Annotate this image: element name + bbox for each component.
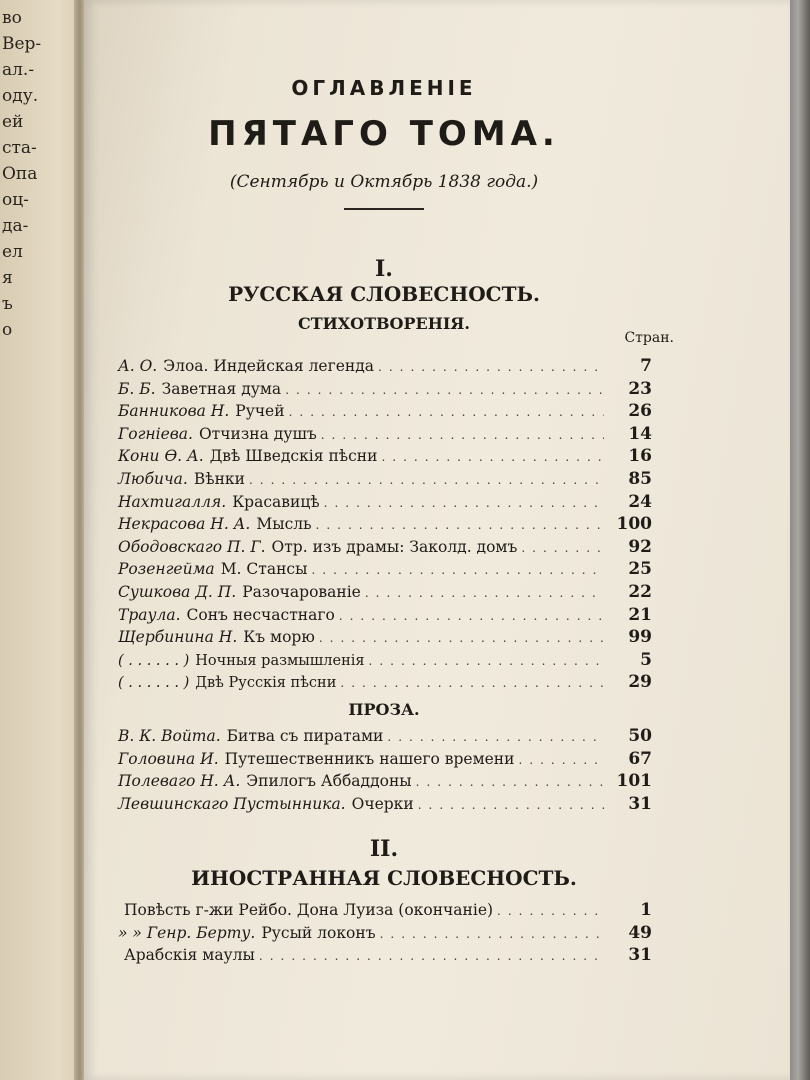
leader-dots [285, 383, 604, 397]
left-page-text: ъ [2, 294, 13, 314]
left-page-text: о [2, 320, 13, 340]
toc-entry [118, 379, 652, 402]
part1-title: РУССКАЯ СЛОВЕСНОСТЬ. [228, 282, 540, 306]
toc-author: Кони Ѳ. А. [118, 447, 204, 466]
foreign-list [118, 900, 652, 968]
toc-entry [118, 672, 652, 695]
toc-page: 22 [628, 581, 652, 602]
toc-author: Нахтигалля. [118, 492, 227, 511]
toc-page: 14 [628, 423, 652, 444]
toc-work: Отр. изъ драмы: Заколд. домъ [271, 537, 518, 556]
part2-numeral: II. [369, 836, 399, 862]
leader-dots [381, 450, 604, 464]
leader-dots [369, 654, 604, 668]
toc-work: Ночныя размышленiя [195, 652, 365, 669]
toc-page: 99 [628, 627, 652, 648]
leader-dots [321, 428, 604, 442]
leader-dots [387, 730, 604, 744]
toc-work: М. Стансы [220, 560, 308, 579]
toc-author: Любича. [118, 469, 188, 488]
toc-work: Разочарованiе [242, 582, 361, 601]
leader-dots [249, 473, 604, 487]
leader-dots [316, 518, 604, 532]
toc-work: Красавицѣ [232, 492, 320, 511]
toc-work: Очерки [351, 794, 414, 813]
toc-page: 23 [628, 378, 652, 399]
page-column-label: Стран. [624, 330, 674, 346]
toc-entry [118, 446, 652, 469]
left-page-text: ал.- [2, 60, 35, 80]
leader-dots [518, 753, 604, 767]
heading-period: (Сентябрь и Октябрь 1838 года.) [229, 172, 539, 192]
toc-page: 101 [616, 771, 652, 792]
toc-entry [118, 537, 652, 560]
toc-author: Ободовскаго П. Г. [118, 537, 266, 556]
toc-author: ( . . . . . . ) [118, 652, 190, 669]
leader-dots [521, 541, 604, 555]
leader-dots [259, 949, 604, 963]
toc-author: В. К. Войта. [118, 727, 221, 745]
toc-entry [118, 726, 652, 749]
left-page-text: ел [2, 242, 23, 262]
toc-author: Некрасова Н. А. [118, 515, 251, 534]
toc-work: Двѣ Шведскiя пѣсни [209, 447, 378, 466]
left-page-text: я [2, 268, 13, 288]
toc-author: Б. Б. [118, 379, 156, 398]
toc-entry [118, 945, 652, 968]
toc-entry [118, 356, 652, 379]
leader-dots [324, 496, 604, 510]
book-cover-edge [790, 0, 810, 1080]
left-page-text: ста- [2, 138, 37, 158]
toc-author: Банникова Н. [118, 402, 230, 421]
toc-work: Русый локонъ [261, 923, 376, 942]
toc-entry [118, 627, 652, 650]
leader-dots [340, 676, 604, 690]
toc-author: Траула. [118, 605, 181, 624]
toc-author: Щербинина Н. [118, 628, 238, 647]
toc-work: Арабскiя маулы [124, 946, 255, 965]
toc-page: 25 [628, 559, 652, 580]
toc-author: ( . . . . . . ) [118, 675, 190, 692]
leader-dots [380, 927, 604, 941]
toc-page: 85 [628, 468, 652, 489]
toc-author: Гогнiева. [118, 424, 193, 443]
toc-work: Эпилогъ Аббаддоны [246, 772, 412, 791]
leader-dots [289, 405, 604, 419]
leader-dots [319, 631, 604, 645]
toc-work: Вѣнки [193, 469, 245, 488]
left-page-text: ей [2, 112, 24, 132]
part1-numeral: I. [375, 256, 393, 282]
toc-entry [118, 771, 652, 794]
toc-work: Элоа. Индейская легенда [163, 357, 375, 375]
toc-entry [118, 514, 652, 537]
leader-dots [416, 775, 604, 789]
left-page-text: Вер- [2, 34, 42, 54]
toc-page: 24 [628, 491, 652, 512]
toc-entry [118, 424, 652, 447]
contents-page [84, 0, 790, 1080]
toc-entry [118, 401, 652, 424]
leader-dots [497, 904, 604, 918]
heading-label: ОГЛАВЛЕНІЕ [291, 76, 477, 100]
toc-entry [118, 794, 652, 817]
toc-work: Путешественникъ нашего времени [224, 749, 515, 768]
toc-work: Отчизна душъ [198, 424, 317, 443]
toc-entry [118, 492, 652, 515]
leader-dots [418, 798, 604, 812]
poetry-list [118, 356, 652, 695]
toc-author: Сушкова Д. П. [118, 582, 237, 601]
leader-dots [365, 586, 604, 600]
leader-dots [311, 563, 604, 577]
toc-entry [118, 749, 652, 772]
toc-work: Къ морю [243, 628, 315, 647]
toc-entry [118, 559, 652, 582]
toc-page: 26 [628, 401, 652, 422]
toc-page: 92 [628, 536, 652, 557]
toc-page: 7 [640, 356, 652, 376]
toc-author: » » Генр. Берту. [118, 923, 256, 942]
toc-work: Повѣсть г-жи Рейбо. Дона Луиза (окончанiе) [124, 901, 494, 919]
toc-page: 5 [640, 649, 652, 670]
toc-work: Битва съ пиратами [226, 727, 384, 745]
toc-entry [118, 469, 652, 492]
toc-entry [118, 923, 652, 946]
leader-dots [339, 609, 604, 623]
toc-entry [118, 582, 652, 605]
toc-page: 100 [616, 514, 652, 535]
toc-page: 21 [628, 604, 652, 625]
toc-author: Левшинскаго Пустынника. [118, 794, 346, 813]
toc-work: Заветная дума [161, 379, 282, 398]
heading-rule [344, 208, 424, 210]
left-page-text: оц- [2, 190, 29, 210]
toc-author: А. О. [118, 357, 158, 375]
left-page-text: оду. [2, 86, 39, 106]
toc-author: Головина И. [118, 749, 219, 768]
toc-work: Мысль [256, 515, 312, 534]
toc-page: 50 [628, 726, 652, 746]
prose-list [118, 726, 652, 816]
part2-title: ИНОСТРАННАЯ СЛОВЕСНОСТЬ. [191, 866, 577, 890]
contents-text [84, 0, 790, 1080]
toc-page: 67 [628, 748, 652, 769]
leader-dots [378, 360, 604, 374]
toc-entry [118, 605, 652, 628]
left-page-text: Опа [2, 164, 38, 184]
toc-page: 31 [628, 793, 652, 814]
toc-entry [118, 650, 652, 673]
toc-entry [118, 900, 652, 923]
toc-page: 49 [628, 922, 652, 943]
poetry-subtitle: СТИХОТВОРЕНІЯ. [298, 314, 470, 333]
toc-author: Полеваго Н. А. [118, 772, 241, 791]
left-page-text: да- [2, 216, 29, 236]
toc-work: Двѣ Русскiя пѣсни [195, 675, 337, 692]
prose-subtitle: ПРОЗА. [348, 700, 420, 719]
toc-page: 29 [628, 672, 652, 693]
left-page-text: во [2, 8, 22, 28]
toc-work: Ручей [235, 402, 285, 421]
toc-page: 16 [628, 446, 652, 467]
toc-page: 1 [640, 900, 652, 920]
heading-volume: ПЯТАГО ТОМА. [208, 114, 560, 154]
toc-page: 31 [628, 945, 652, 966]
toc-author: Розенгейма [118, 560, 215, 579]
toc-work: Сонъ несчастнаго [186, 605, 335, 624]
